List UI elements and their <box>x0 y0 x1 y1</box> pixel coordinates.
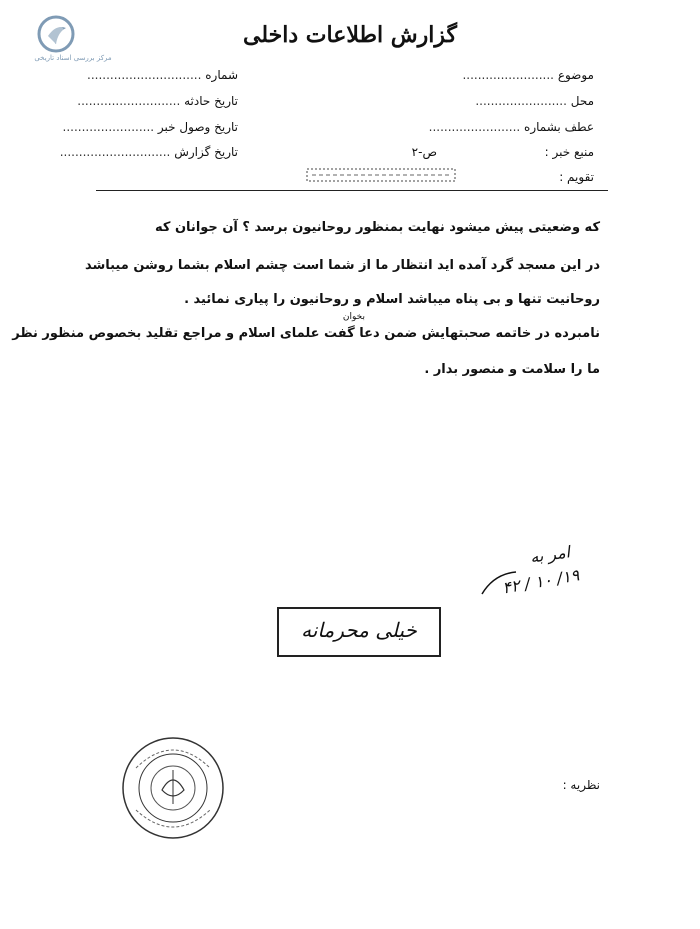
field-report-date-value: ............................. <box>59 145 171 159</box>
field-received-date-value: ........................ <box>62 120 155 134</box>
field-subject-value: ........................ <box>462 68 554 82</box>
field-received-date <box>63 120 238 134</box>
field-incident-date <box>77 94 238 108</box>
field-location-value: ........................ <box>475 94 567 108</box>
body-line-2: در این مسجد گرد آمده اید انتظار ما از شما است چشم اسلام بشما روشن میباشد <box>84 258 600 273</box>
annotation-line-1: امر به <box>528 542 572 567</box>
field-reference-label: عطف بشماره <box>524 120 594 134</box>
field-incident-date-label: تاریخ حادثه <box>184 94 238 108</box>
field-calendar <box>559 170 594 184</box>
annotation-stroke <box>480 568 520 598</box>
field-subject-label: موضوع <box>557 68 594 82</box>
field-number <box>87 68 238 82</box>
body-line-3: روحانیت تنها و بی پناه میباشد اسلام و روحانیون را پیاری نمائید . <box>184 292 600 307</box>
field-subject <box>462 68 594 82</box>
classification-stamp <box>277 607 441 657</box>
field-location <box>475 94 594 108</box>
body-line-4: نامبرده در خاتمه صحبتهایش ضمن دعا گفت علمای اسلام و مراجع تقلید بخصوص منظور نظر <box>12 326 600 341</box>
field-reference-value: ........................ <box>428 120 521 134</box>
document-title: گزارش اطلاعات داخلی <box>243 22 457 48</box>
classification-text: خیلی محرمانه <box>301 618 417 642</box>
field-source-value: ص-۲ <box>411 145 437 159</box>
header-divider <box>96 190 608 191</box>
redaction-strip <box>306 165 456 187</box>
field-source-label: منبع خبر : <box>544 145 594 159</box>
field-number-value: .............................. <box>87 68 202 82</box>
interlinear-note: بخوان <box>342 312 365 322</box>
archive-logo-icon <box>36 14 76 54</box>
body-line-1: که وضعیتی پیش میشود نهایت بمنظور روحانیون برسد ؟ آن جوانان که <box>154 220 600 235</box>
logo-caption: مرکز بررسی اسناد تاریخی <box>34 54 112 62</box>
field-number-label: شماره <box>205 68 238 82</box>
body-line-5: ما را سلامت و منصور بدار . <box>424 362 600 377</box>
field-reference <box>429 120 594 134</box>
archive-logo <box>18 14 128 64</box>
field-received-date-label: تاریخ وصول خبر <box>157 120 238 134</box>
field-report-date-label: تاریخ گزارش <box>174 145 238 159</box>
field-incident-date-value: ........................... <box>77 94 181 108</box>
field-calendar-label: تقویم : <box>559 170 594 184</box>
handwritten-annotation <box>480 540 580 610</box>
field-location-label: محل <box>570 94 594 108</box>
official-seal <box>118 730 228 845</box>
opinion-label: نظریه : <box>562 778 600 792</box>
field-source <box>412 145 594 159</box>
field-report-date <box>60 145 238 159</box>
annotation-date: ۱۹/ ۱۰ / ۴۲ <box>501 565 582 598</box>
